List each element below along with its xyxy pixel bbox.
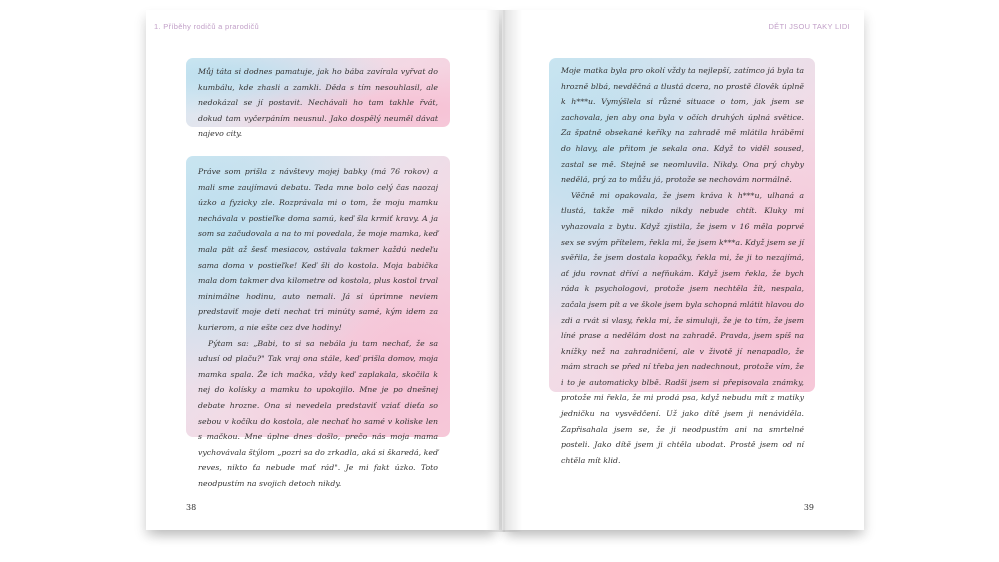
quote-paragraph: Můj táta si dodnes pamatuje, jak ho bába zavírala vyřvat do kumbálu, kde zhasli a zamkli. Děda s tím nesouhlasil, ale nedokázal se jí postavit. Nechávali ho tam takhle řvát, dokud tam vyčerpáním neusnul. Jako dospělý neuměl dávat najevo city.: [198, 67, 438, 139]
running-head-left: 1. Příběhy rodičů a prarodičů: [154, 22, 260, 31]
left-page: [146, 10, 499, 530]
book-spread: [146, 10, 864, 530]
quote-paragraph: Věčně mi opakovala, že jsem kráva k h***u, ulhaná a tlustá, takže mě nikdo nikdy nebude chtít. Kluky mi vyhazovala z bytu. Když zjistila, že jsem v 16 měla poprvé sex se svým přítelem, řekla mi, že jsem k***a. Když jsem se jí svěřila, že jsem dostala kopačky, řekla mi, že ji to nezajímá, ať jdu rovnat dříví a nefňukám. Když jsem řekla, že bych ráda k psychologovi, protože jsem nechtěla žít, nespala, začala jsem pít a ve škole jsem byla schopná mlátit hlavou do zdi a rvát si vlasy, řekla mi, že simuluji, že je to tím, že jsem líné prase a nedělám dost na zahradě. Pravda, jsem spíš na knížky než na zahradničení, ale v životě jí nenapadlo, že mám strach se před ní třeba jen nadechnout, protože vím, že i to je automaticky blbě. Radši jsem si přepisovala známky, protože mi řekla, že mi prodá psa, když nebudu mít z matiky jedničku na vysvědčení. Už jako dítě jsem ji nenáviděla. Zapřisahala jsem se, že ji neodpustím ani na smrtelné posteli. Jako dítě jsem ji chtěla ubodat. Prostě jsem od ní chtěla mít klid.: [561, 190, 804, 465]
page-number-left: 38: [186, 503, 197, 512]
page-number-right: 39: [803, 503, 814, 512]
quote-paragraph: Moje matka byla pro okolí vždy ta nejlepší, zatímco já byla ta hrozně blbá, nevděčná a tlustá dcera, no prostě člověk úplně k h***u. Vymýšlela si různé situace o tom, jak jsem se zachovala, jen aby ona byla v očích druhých úplná světice. Za špatně obsekané keříky na zahradě mě mlátila hráběmi do hlavy, ale přitom je sekala ona. Když to viděl soused, zastal se mě. Stejně se neomluvila. Nikdy. Ona prý chyby nedělá, prý za to můžu já, protože se nechovám normálně.: [561, 66, 804, 185]
quote-box-3: [549, 58, 815, 465]
quote-box-2: [186, 156, 450, 488]
quote-box-1: [186, 58, 450, 139]
right-page: [502, 10, 864, 530]
quote-paragraph: Pýtam sa: „Babi, to si sa nebála ju tam nechať, že sa udusí od plaču?" Tak vraj ona stále, keď prišla domov, moja mamka spala. Že ich mačka, vždy keď zaplakala, skočila k nej do kolísky a mamku to upokojilo. Mne je po dnešnej debate hrozne. Ona si nevedela predstaviť vziať dieťa so sebou v kočíku do kostola, ale nechať ho samé v koliske len s mačkou. Mne úplne dnes došlo, prečo nás moja mama vychovávala štýlom „pozri sa do zrkadla, aká si škaredá, keď reves, nikto ťa nebude mať rád". Je mi fakt úzko. Toto neodpustím na svojich detoch nikdy.: [198, 338, 438, 488]
running-head-right: DĚTI JSOU TAKY LIDI: [768, 22, 850, 31]
quote-paragraph: Práve som prišla z návštevy mojej babky (má 76 rokov) a mali sme zaujímavú debatu. Teda mne bolo celý čas naozaj úzko a fyzicky zle. Rozprávala mi o tom, že moju mamku nechávala v postieľke doma samú, keď šla krmiť kravy. A ja som sa začudovala a na to mi povedala, že moje mamka, keď mala pät až šesť mesiacov, ostávala takmer každú nedeľu sama doma v postieľke! Keď šli do kostola. Moja babička mala dom takmer dva kilometre od kostola, plus kostol trval minimálne hodinu, auto nemali. Já si úprimne neviem predstaviť moje deti nechat tri minúty samé, kým idem za kurierom, a nie ešte cez dve hodiny!: [198, 167, 438, 332]
